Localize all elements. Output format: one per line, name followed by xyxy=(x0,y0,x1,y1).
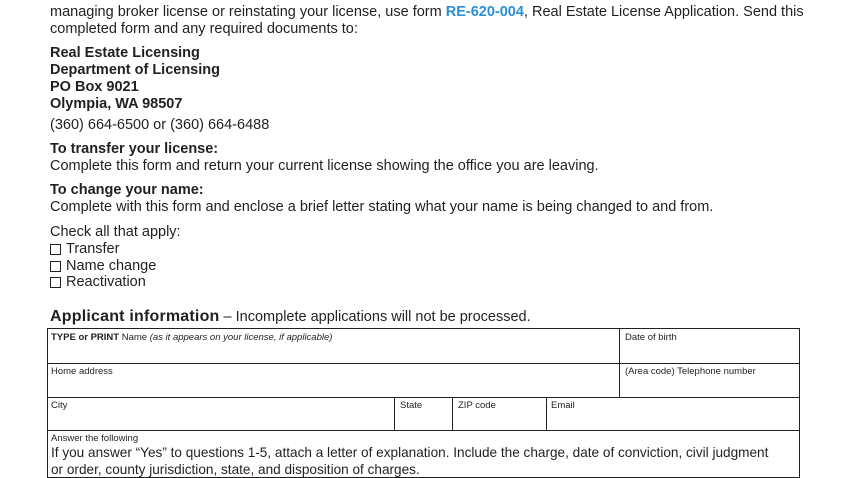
form-col-divider-zip xyxy=(452,397,453,430)
form-col-divider-email xyxy=(546,397,547,430)
checkbox-label-transfer: Transfer xyxy=(66,241,120,257)
answer-instructions-line-1: If you answer “Yes” to questions 1-5, attach a letter of explanation. Include the charge, date of conviction, civil judgment xyxy=(51,445,769,460)
answer-instructions-line-2: or order, county jurisdiction, state, and disposition of charges. xyxy=(51,462,420,477)
form-row-divider-3 xyxy=(48,430,799,431)
intro-line-1-start: managing broker license or reinstating your license, use form xyxy=(50,4,446,20)
city-input[interactable] xyxy=(51,411,389,429)
form-reference-link[interactable]: RE-620-004 xyxy=(445,4,524,20)
state-input[interactable] xyxy=(400,411,448,429)
telephone-label: (Area code) Telephone number xyxy=(625,366,756,377)
name-label-italic: (as it appears on your license, if applicable) xyxy=(149,332,333,343)
checkbox-name-change[interactable] xyxy=(50,261,61,272)
name-label-bold: TYPE or PRINT xyxy=(51,332,120,343)
dob-label: Date of birth xyxy=(625,332,677,343)
address-line-4: Olympia, WA 98507 xyxy=(50,96,183,112)
applicant-subtitle: – Incomplete applications will not be processed. xyxy=(219,309,531,325)
intro-line-2: completed form and any required documents to: xyxy=(50,21,358,37)
form-col-divider-dob xyxy=(619,329,620,397)
checkbox-label-name-change: Name change xyxy=(66,258,157,274)
checkbox-row-reactivation[interactable] xyxy=(50,274,146,291)
checkbox-row-transfer[interactable] xyxy=(50,241,119,258)
email-label: Email xyxy=(551,400,575,411)
intro-line-1-end: , Real Estate License Application. Send this xyxy=(523,4,804,20)
name-change-body: Complete with this form and enclose a brief letter stating what your name is being changed to and from. xyxy=(50,199,714,215)
zip-label: ZIP code xyxy=(458,400,496,411)
intro-line-1 xyxy=(50,4,804,21)
email-input[interactable] xyxy=(551,411,795,429)
form-row-divider-1 xyxy=(48,363,799,364)
name-label-text: Name xyxy=(119,332,150,343)
city-label: City xyxy=(51,400,68,411)
form-col-divider-state xyxy=(394,397,395,430)
home-address-label: Home address xyxy=(51,366,113,377)
zip-input[interactable] xyxy=(458,411,542,429)
name-input[interactable] xyxy=(51,344,614,362)
transfer-heading: To transfer your license: xyxy=(50,141,219,157)
home-address-input[interactable] xyxy=(51,378,614,396)
phone-numbers: (360) 664-6500 or (360) 664-6488 xyxy=(50,117,270,133)
form-row-divider-2 xyxy=(48,397,799,398)
checkbox-row-name-change[interactable] xyxy=(50,258,156,275)
address-line-2: Department of Licensing xyxy=(50,62,220,78)
checkbox-transfer[interactable] xyxy=(50,244,61,255)
state-label: State xyxy=(400,400,423,411)
address-line-3: PO Box 9021 xyxy=(50,79,139,95)
answer-label: Answer the following xyxy=(51,433,139,444)
check-prompt: Check all that apply: xyxy=(50,224,181,240)
checkbox-reactivation[interactable] xyxy=(50,277,61,288)
checkbox-label-reactivation: Reactivation xyxy=(66,274,146,290)
applicant-form xyxy=(47,328,800,478)
transfer-body: Complete this form and return your current license showing the office you are leaving. xyxy=(50,158,599,174)
applicant-section-title xyxy=(50,308,531,326)
address-line-1: Real Estate Licensing xyxy=(50,45,200,61)
dob-input[interactable] xyxy=(625,344,795,362)
name-change-heading: To change your name: xyxy=(50,182,204,198)
name-field-label xyxy=(51,332,332,343)
applicant-title: Applicant information xyxy=(50,308,220,325)
telephone-input[interactable] xyxy=(625,378,795,396)
